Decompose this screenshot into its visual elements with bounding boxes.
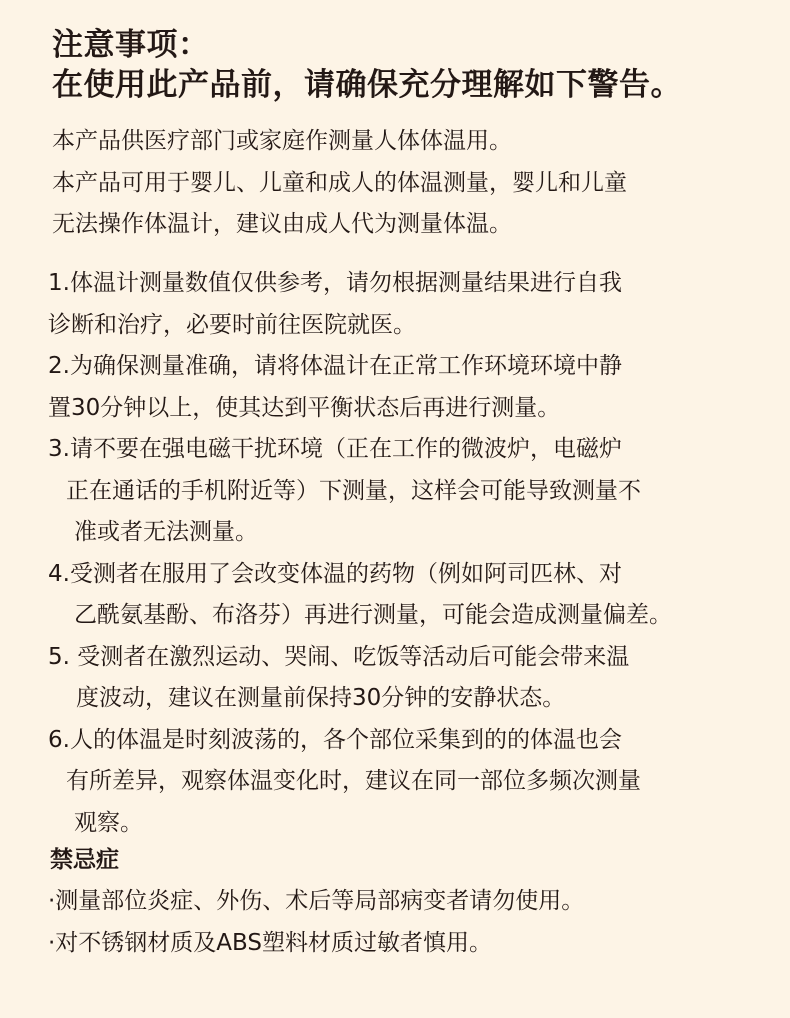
warning-item-4 [48,554,672,637]
warning-line: 正在通话的手机附近等）下测量，这样会可能导致测量不 [66,477,641,504]
warning-line: 5. 受测者在激烈运动、哭闹、吃饭等活动后可能会带来温 [48,643,630,670]
warning-item-1 [48,263,672,346]
contraindication-item: ·对不锈钢材质及ABS塑料材质过敏者慎用。 [48,929,493,956]
contraindications-title: 禁忌症 [50,847,119,873]
notice-title [52,25,682,105]
warning-line: 诊断和治疗，必要时前往医院就医。 [48,311,416,338]
notice-title-line-2: 在使用此产品前，请确保充分理解如下警告。 [52,67,682,103]
warning-line: 乙酰氨基酚、布洛芬）再进行测量，可能会造成测量偏差。 [74,602,672,628]
warning-line: 置30分钟以上，使其达到平衡状态后再进行测量。 [48,394,561,421]
contraindications-section [48,840,584,964]
warning-line: 度波动，建议在测量前保持30分钟的安静状态。 [76,685,566,711]
warning-line: 观察。 [74,809,143,836]
intro-line: 无法操作体温计，建议由成人代为测量体温。 [52,211,512,237]
warning-item-5 [48,637,672,720]
warning-line: 准或者无法测量。 [74,519,258,545]
warning-item-2 [48,346,672,429]
notice-title-line-1: 注意事项： [52,27,210,63]
intro-paragraph [52,121,627,246]
warning-line: 6.人的体温是时刻波荡的，各个部位采集到的的体温也会 [48,726,622,753]
warning-list [48,263,672,844]
warning-line: 2.为确保测量准确，请将体温计在正常工作环境环境中静 [48,353,622,379]
intro-line: 本产品供医疗部门或家庭作测量人体体温用。 [52,128,512,154]
warning-line: 4.受测者在服用了会改变体温的药物（例如阿司匹林、对 [48,560,622,587]
warning-line: 3.请不要在强电磁干扰环境（正在工作的微波炉，电磁炉 [48,436,622,462]
warning-line: 有所差异，观察体温变化时，建议在同一部位多频次测量 [66,768,641,794]
warning-line: 1.体温计测量数值仅供参考，请勿根据测量结果进行自我 [48,270,622,296]
contraindication-item: ·测量部位炎症、外伤、术后等局部病变者请勿使用。 [48,888,585,914]
warning-item-6 [48,720,672,845]
intro-line: 本产品可用于婴儿、儿童和成人的体温测量，婴儿和儿童 [52,169,627,196]
warning-item-3 [48,429,672,554]
